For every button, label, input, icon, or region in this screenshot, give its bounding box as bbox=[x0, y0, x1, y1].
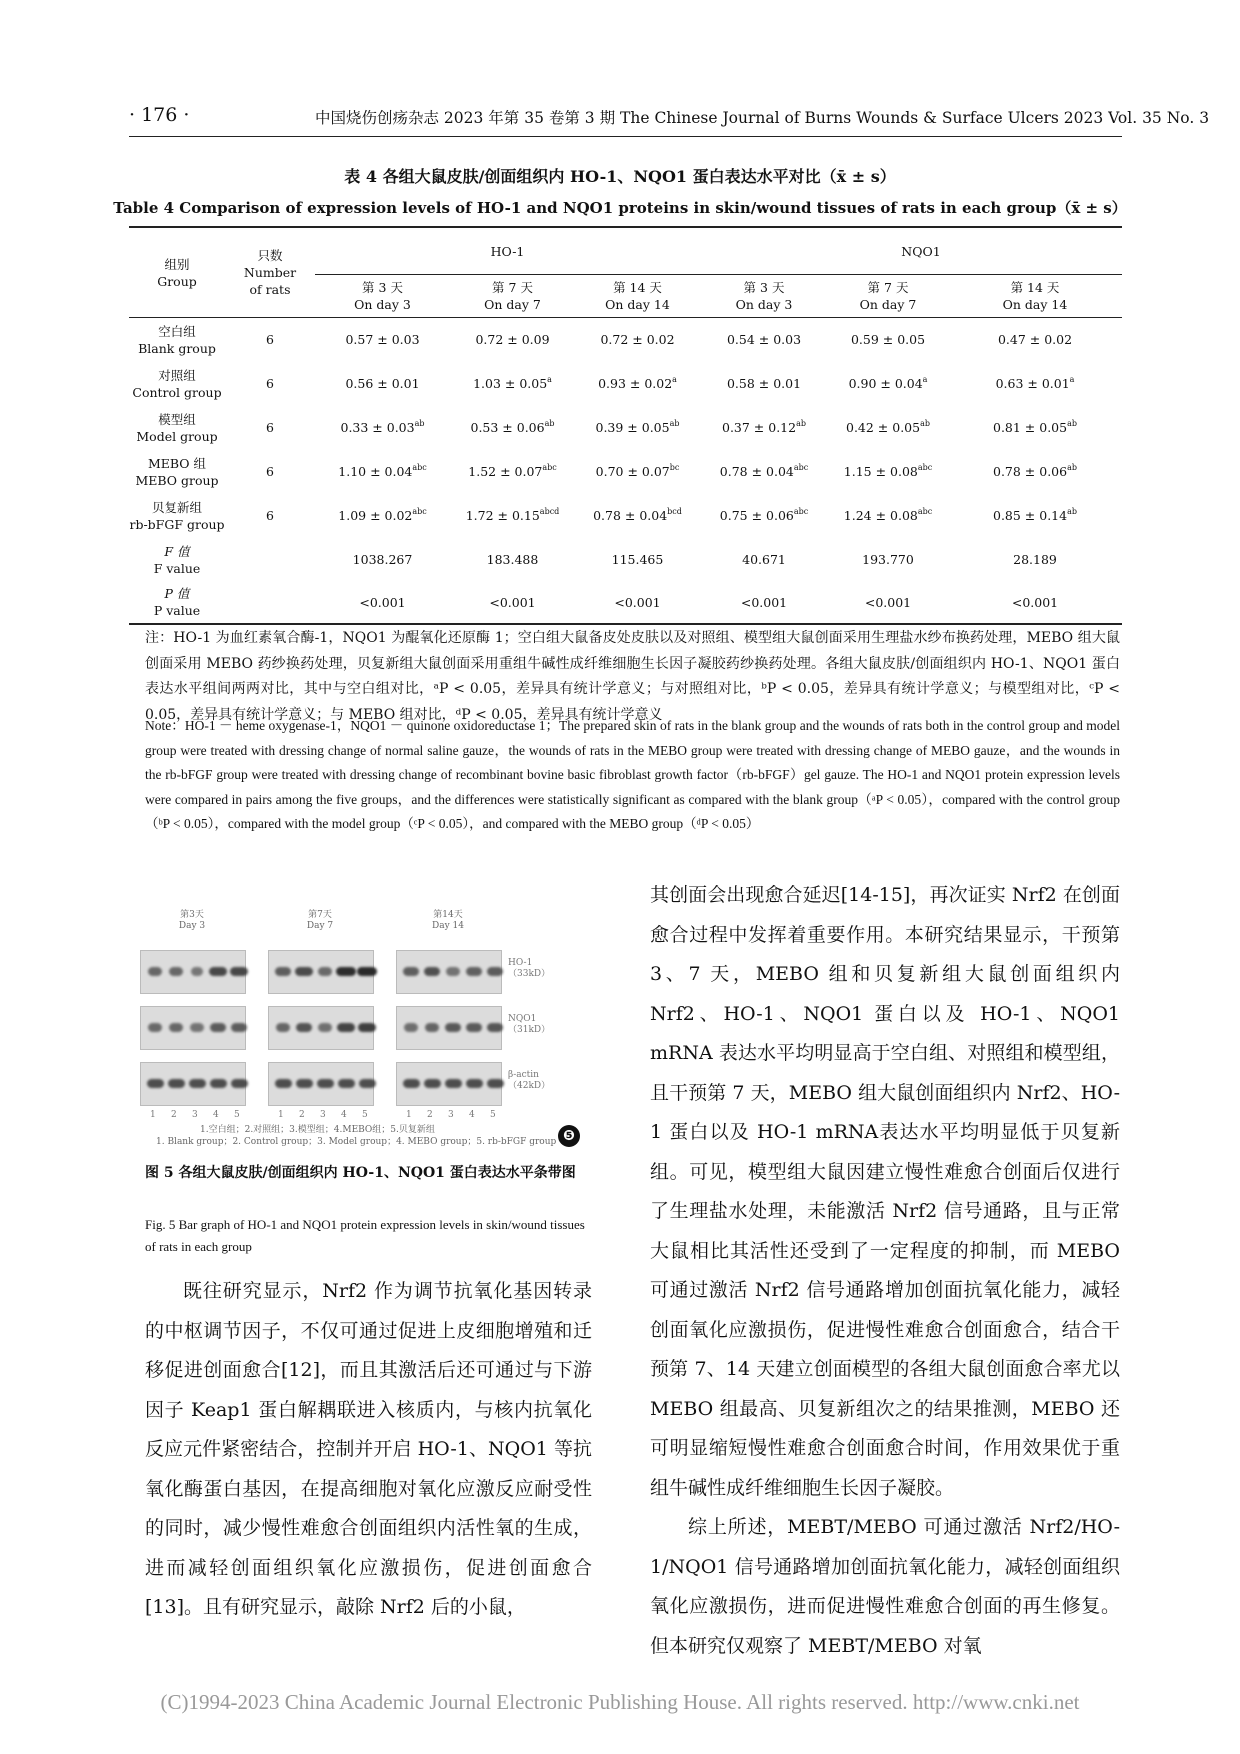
stat-value-cell: 28.189 bbox=[1013, 552, 1057, 567]
protein-band bbox=[231, 1023, 247, 1032]
significance-marker: ab bbox=[920, 419, 930, 428]
table-note-zh: 注：HO-1 为血红素氧合酶-1，NQO1 为醌氧化还原酶 1；空白组大鼠备皮处皮肤以及对照组、模型组大鼠创面采用生理盐水纱布换药处理，MEBO 组大鼠创面采用 MEBO 药纱换药处理，贝复新组大鼠创面采用重组牛碱性成纤维细胞生长因子凝胶药纱换药处理。各组大鼠皮肤/创面组织内 HO-1、NQO1 蛋白表达水平组间两两对比，其中与空白组对比，ᵃP < 0.05，差异具有统计学意义；与对照组对比，ᵇP < 0.05，差异具有统计学意义；与模型组对比，ᶜP < 0.05，差异具有统计学意义；与 MEBO 组对比，ᵈP < 0.05，差异具有统计学意义 bbox=[145, 630, 1120, 723]
value-cell: 0.78 ± 0.04$^{abc}$ bbox=[719, 463, 809, 479]
table-row bbox=[129, 494, 1122, 538]
lane-number: 3 bbox=[320, 1110, 326, 1120]
table-caption-zh: 表 4 各组大鼠皮肤/创面组织内 HO-1、NQO1 蛋白表达水平对比（x̄ ± s） bbox=[344, 167, 896, 186]
value-cell: 1.52 ± 0.07$^{abc}$ bbox=[468, 463, 557, 479]
value-cell: 1.15 ± 0.08$^{abc}$ bbox=[843, 463, 933, 479]
value-cell: 0.70 ± 0.07$^{bc}$ bbox=[595, 463, 680, 479]
blot-strip bbox=[268, 1006, 374, 1050]
value-cell: 0.37 ± 0.12$^{ab}$ bbox=[722, 419, 806, 435]
value-cell: 0.78 ± 0.06$^{ab}$ bbox=[993, 463, 1077, 479]
figure-legend-zh: 1.空白组；2.对照组；3.模型组；4.MEBO组；5.贝复新组 bbox=[200, 1125, 435, 1135]
value-cell: 0.58 ± 0.01 bbox=[726, 376, 802, 391]
stat-value-cell: 40.671 bbox=[742, 552, 786, 567]
data-table bbox=[129, 226, 1122, 625]
n-cell: 6 bbox=[266, 332, 274, 348]
protein-band bbox=[445, 1023, 461, 1032]
protein-band bbox=[147, 1079, 164, 1088]
blot-strip bbox=[396, 950, 502, 994]
lane-number: 4 bbox=[341, 1110, 347, 1120]
protein-band bbox=[317, 1079, 334, 1088]
protein-band bbox=[189, 1079, 206, 1088]
significance-marker: abc bbox=[917, 463, 933, 472]
n-header: 只数 Number of rats bbox=[225, 227, 315, 318]
n-cell: 6 bbox=[266, 376, 274, 391]
f-value-row bbox=[129, 538, 1122, 582]
blot-strip bbox=[140, 950, 246, 994]
protein-band bbox=[487, 1023, 503, 1032]
value-cell: 0.72 ± 0.02 bbox=[600, 332, 675, 348]
left-column bbox=[145, 1272, 592, 1628]
protein-band bbox=[404, 1023, 418, 1032]
day-header: 第 7 天 On day 7 bbox=[450, 275, 575, 318]
significance-marker: ab bbox=[1067, 419, 1077, 428]
protein-band bbox=[231, 1079, 248, 1088]
protein-band bbox=[210, 1079, 227, 1088]
value-cell: 0.53 ± 0.06$^{ab}$ bbox=[470, 419, 555, 435]
value-cell: 1.24 ± 0.08$^{abc}$ bbox=[843, 507, 933, 523]
value-cell: 0.78 ± 0.04$^{bcd}$ bbox=[593, 507, 682, 523]
n-cell: 6 bbox=[266, 508, 274, 523]
lane-number: 3 bbox=[448, 1110, 454, 1120]
stat-value-cell: 1038.267 bbox=[352, 552, 413, 567]
significance-marker: abc bbox=[412, 507, 427, 516]
stat-value-cell: 183.488 bbox=[486, 552, 539, 567]
blot-strip bbox=[396, 1006, 502, 1050]
protein-band bbox=[295, 967, 312, 976]
significance-marker: ab bbox=[796, 419, 806, 428]
value-cell: 0.75 ± 0.06$^{abc}$ bbox=[719, 507, 809, 523]
value-cell: 0.39 ± 0.05$^{ab}$ bbox=[595, 419, 680, 435]
significance-marker: a bbox=[547, 375, 552, 384]
group-cell: 贝复新组 rb-bFGF group bbox=[129, 499, 225, 532]
blot-strip bbox=[268, 1062, 374, 1106]
protein-band bbox=[169, 967, 183, 976]
value-cell: 0.42 ± 0.05$^{ab}$ bbox=[846, 419, 930, 435]
significance-marker: abc bbox=[793, 507, 809, 516]
significance-marker: bc bbox=[669, 463, 680, 472]
protein-label: HO-1 （33kD） bbox=[508, 958, 551, 979]
table-row bbox=[129, 362, 1122, 406]
significance-marker: bcd bbox=[667, 507, 682, 516]
protein-band bbox=[168, 1079, 185, 1088]
protein-band bbox=[357, 967, 377, 976]
group-cell: MEBO 组 MEBO group bbox=[135, 455, 219, 488]
value-cell: 0.59 ± 0.05 bbox=[850, 332, 926, 348]
significance-marker: abc bbox=[542, 463, 557, 472]
protein-band bbox=[169, 1023, 183, 1032]
blot-strip bbox=[140, 1062, 246, 1106]
table-row bbox=[129, 450, 1122, 494]
stat-value-cell: 115.465 bbox=[611, 552, 664, 567]
page-number: · 176 · bbox=[129, 104, 190, 126]
blot-strip bbox=[140, 1006, 246, 1050]
protein-band bbox=[425, 1023, 440, 1032]
group-cell: 对照组 Control group bbox=[132, 367, 222, 400]
lane-number: 2 bbox=[171, 1110, 177, 1120]
significance-marker: ab bbox=[669, 419, 680, 428]
protein-band bbox=[487, 967, 503, 976]
stat-value-cell: <0.001 bbox=[450, 582, 575, 624]
protein-band bbox=[487, 1079, 504, 1088]
stat-value-cell: <0.001 bbox=[828, 582, 948, 624]
lane-number: 2 bbox=[427, 1110, 433, 1120]
stat-value-cell: <0.001 bbox=[575, 582, 700, 624]
protein-band bbox=[359, 1079, 376, 1088]
stat-label-cell: F 值 F value bbox=[153, 543, 201, 576]
protein-label: NQO1 （31kD） bbox=[508, 1014, 551, 1035]
protein-band bbox=[296, 1023, 312, 1032]
lane-number: 1 bbox=[406, 1110, 412, 1120]
protein-band bbox=[148, 1023, 162, 1032]
table-caption-en: Table 4 Comparison of expression levels of HO-1 and NQO1 proteins in skin/wound tissues of rats in each group（x̄ ± s） bbox=[113, 199, 1127, 217]
protein-band bbox=[191, 967, 204, 976]
blot-strip bbox=[396, 1062, 502, 1106]
protein-band bbox=[337, 1023, 355, 1032]
lane-number: 4 bbox=[469, 1110, 475, 1120]
table-row bbox=[129, 406, 1122, 450]
lane-number: 4 bbox=[213, 1110, 219, 1120]
significance-marker: a bbox=[922, 375, 928, 384]
group-header: 组别 Group bbox=[129, 227, 225, 318]
significance-marker: ab bbox=[544, 419, 555, 428]
blot-panel-header: 第3天 Day 3 bbox=[178, 910, 206, 931]
value-cell: 0.33 ± 0.03$^{ab}$ bbox=[340, 419, 425, 435]
value-cell: 0.85 ± 0.14$^{ab}$ bbox=[993, 507, 1077, 523]
protein-band bbox=[424, 967, 441, 976]
protein-band bbox=[403, 967, 418, 976]
n-cell: 6 bbox=[266, 464, 274, 479]
protein-band bbox=[230, 967, 248, 976]
protein-band bbox=[445, 1079, 462, 1088]
figure-number-badge: ❺ bbox=[558, 1125, 580, 1147]
significance-marker: abc bbox=[412, 463, 427, 472]
protein-band bbox=[210, 1023, 226, 1032]
protein-band bbox=[466, 1079, 483, 1088]
value-cell: 0.57 ± 0.03 bbox=[345, 332, 420, 348]
lane-number: 3 bbox=[192, 1110, 198, 1120]
significance-marker: abc bbox=[793, 463, 809, 472]
figure-caption-en: Fig. 5 Bar graph of HO-1 and NQO1 protein expression levels in skin/wound tissues of rats in each group bbox=[145, 1217, 585, 1254]
group-cell: 模型组 Model group bbox=[136, 411, 218, 444]
day-header: 第 7 天 On day 7 bbox=[828, 275, 948, 318]
value-cell: 1.03 ± 0.05$^a$ bbox=[473, 375, 552, 391]
protein-band bbox=[275, 1079, 292, 1088]
body-paragraph: 综上所述，MEBT/MEBO 可通过激活 Nrf2/HO-1/NQO1 信号通路增加创面抗氧化能力，减轻创面组织氧化应激损伤，进而促进慢性难愈合创面的再生修复。但本研究仅观察了 MEBT/MEBO 对氧 bbox=[650, 1516, 1120, 1657]
nqo1-header: NQO1 bbox=[700, 227, 1122, 275]
protein-label: β-actin （42kD） bbox=[508, 1070, 551, 1091]
stat-value-cell: <0.001 bbox=[700, 582, 828, 624]
value-cell: 1.09 ± 0.02$^{abc}$ bbox=[338, 507, 427, 523]
stat-label-cell: P 值 P value bbox=[129, 582, 225, 624]
value-cell: 1.10 ± 0.04$^{abc}$ bbox=[338, 463, 427, 479]
lane-number: 1 bbox=[278, 1110, 284, 1120]
value-cell: 0.93 ± 0.02$^a$ bbox=[598, 375, 677, 391]
running-head: 中国烧伤创疡杂志 2023 年第 35 卷第 3 期 The Chinese Journal of Burns Wounds & Surface Ulcers 2023 Vol. 35 No. 3 bbox=[315, 109, 1210, 127]
significance-marker: abc bbox=[917, 507, 933, 516]
protein-band bbox=[466, 1023, 482, 1032]
protein-band bbox=[424, 1079, 441, 1088]
protein-band bbox=[338, 1079, 355, 1088]
protein-band bbox=[276, 1023, 291, 1032]
header-rule bbox=[129, 136, 1122, 137]
table-row bbox=[129, 318, 1122, 362]
lane-number: 5 bbox=[362, 1110, 368, 1120]
lane-number: 5 bbox=[490, 1110, 496, 1120]
body-paragraph: 既往研究显示，Nrf2 作为调节抗氧化基因转录的中枢调节因子，不仅可通过促进上皮细胞增殖和迁移促进创面愈合[12]，而且其激活后还可通过与下游因子 Keap1 蛋白解耦联进入核质内，与核内抗氧化反应元件紧密结合，控制并开启 HO-1、NQO1 等抗氧化酶蛋白基因，在提高细胞对氧化应激反应耐受性的同时，减少慢性难愈合创面组织内活性氧的生成，进而减轻创面组织氧化应激损伤，促进创面愈合[13]。且有研究显示，敲除 Nrf2 后的小鼠， bbox=[145, 1280, 592, 1618]
significance-marker: a bbox=[1069, 375, 1075, 384]
figure-legend-en: 1. Blank group；2. Control group；3. Model group；4. MEBO group；5. rb-bFGF group bbox=[156, 1137, 557, 1147]
value-cell: 0.47 ± 0.02 bbox=[997, 332, 1073, 348]
significance-marker: ab bbox=[414, 419, 425, 428]
protein-band bbox=[358, 1023, 376, 1032]
group-cell: 空白组 Blank group bbox=[138, 323, 216, 356]
table-note-en: Note：HO-1 － heme oxygenase-1，NQO1 － quinone oxidoreductase 1；The prepared skin of rats in the blank group and the wounds of rats both in the control group and model group were treated with dressing change of normal saline gauze，the wounds of rats in the MEBO group were treated with dressing change of MEBO gauze，and the wounds in the rb-bFGF group were treated with dressing change of recombinant bovine basic fibroblast growth factor（rb-bFGF）gel gauze. The HO-1 and NQO1 protein expression levels were compared in pairs among the five groups，and the differences were statistically significant as compared with the blank group（ᵃP < 0.05），compared with the control group（ᵇP < 0.05），compared with the model group（ᶜP < 0.05），and compared with the MEBO group（ᵈP < 0.05） bbox=[145, 718, 1120, 831]
value-cell: 0.56 ± 0.01 bbox=[345, 376, 420, 391]
value-cell: $1.72 \pm 0.15^{abcd}$ bbox=[465, 507, 560, 523]
lane-number: 2 bbox=[299, 1110, 305, 1120]
protein-band bbox=[190, 1023, 203, 1032]
lane-number: 5 bbox=[234, 1110, 240, 1120]
value-cell: 0.54 ± 0.03 bbox=[726, 332, 802, 348]
protein-band bbox=[318, 1023, 332, 1032]
blot-panel-header: 第7天 Day 7 bbox=[306, 910, 334, 931]
protein-band bbox=[275, 967, 290, 976]
significance-marker: abcd bbox=[539, 507, 560, 516]
p-value-row bbox=[129, 582, 1122, 624]
stat-value-cell: <0.001 bbox=[315, 582, 450, 624]
value-cell: 0.90 ± 0.04$^a$ bbox=[848, 375, 928, 391]
value-cell: 0.72 ± 0.09 bbox=[475, 332, 550, 348]
body-paragraph: 其创面会出现愈合延迟[14-15]，再次证实 Nrf2 在创面愈合过程中发挥着重要作用。本研究结果显示，干预第 3、7 天，MEBO 组和贝复新组大鼠创面组织内 Nrf2、HO-1、NQO1 蛋白以及 HO-1、NQO1 mRNA 表达水平均明显高于空白组、对照组和模型组，且干预第 7 天，MEBO 组大鼠创面组织内 Nrf2、HO-1 蛋白以及 HO-1 mRNA表达水平均明显低于贝复新组。可见，模型组大鼠因建立慢性难愈合创面后仅进行了生理盐水处理，未能激活 Nrf2 信号通路，且与正常大鼠相比其活性还受到了一定程度的抑制，而 MEBO 可通过激活 Nrf2 信号通路增加创面抗氧化能力，减轻创面氧化应激损伤，促进慢性难愈合创面愈合，结合干预第 7、14 天建立创面模型的各组大鼠创面愈合率尤以 MEBO 组最高、贝复新组次之的结果推测，MEBO 还可明显缩短慢性难愈合创面愈合时间，作用效果优于重组牛碱性成纤维细胞生长因子凝胶。 bbox=[650, 884, 1120, 1499]
ho1-header: HO-1 bbox=[315, 227, 700, 275]
day-header: 第 14 天 On day 14 bbox=[575, 275, 700, 318]
stat-value-cell: <0.001 bbox=[948, 582, 1122, 624]
stat-value-cell: 193.770 bbox=[862, 552, 914, 567]
protein-band bbox=[296, 1079, 313, 1088]
protein-band bbox=[466, 967, 481, 976]
blot-strip bbox=[268, 950, 374, 994]
significance-marker: ab bbox=[1067, 463, 1077, 472]
copyright-footer: (C)1994-2023 China Academic Journal Electronic Publishing House. All rights reserved. http://www.cnki.net bbox=[160, 1690, 1080, 1714]
lane-number: 1 bbox=[150, 1110, 156, 1120]
protein-band bbox=[318, 967, 332, 976]
day-header: 第 14 天 On day 14 bbox=[948, 275, 1122, 318]
day-header: 第 3 天 On day 3 bbox=[315, 275, 450, 318]
significance-marker: ab bbox=[1067, 507, 1077, 516]
value-cell: 0.63 ± 0.01$^a$ bbox=[995, 375, 1075, 391]
value-cell: 0.81 ± 0.05$^{ab}$ bbox=[993, 419, 1077, 435]
protein-band bbox=[336, 967, 356, 976]
protein-band bbox=[446, 967, 459, 976]
figure-caption-zh: 图 5 各组大鼠皮肤/创面组织内 HO-1、NQO1 蛋白表达水平条带图 bbox=[145, 1165, 576, 1181]
protein-band bbox=[403, 1079, 420, 1088]
blot-panel-header: 第14天 Day 14 bbox=[432, 910, 464, 931]
protein-band bbox=[148, 967, 162, 976]
significance-marker: a bbox=[672, 375, 677, 384]
n-cell: 6 bbox=[266, 420, 274, 435]
protein-band bbox=[209, 967, 227, 976]
day-header: 第 3 天 On day 3 bbox=[700, 275, 828, 318]
right-column bbox=[650, 876, 1120, 1666]
